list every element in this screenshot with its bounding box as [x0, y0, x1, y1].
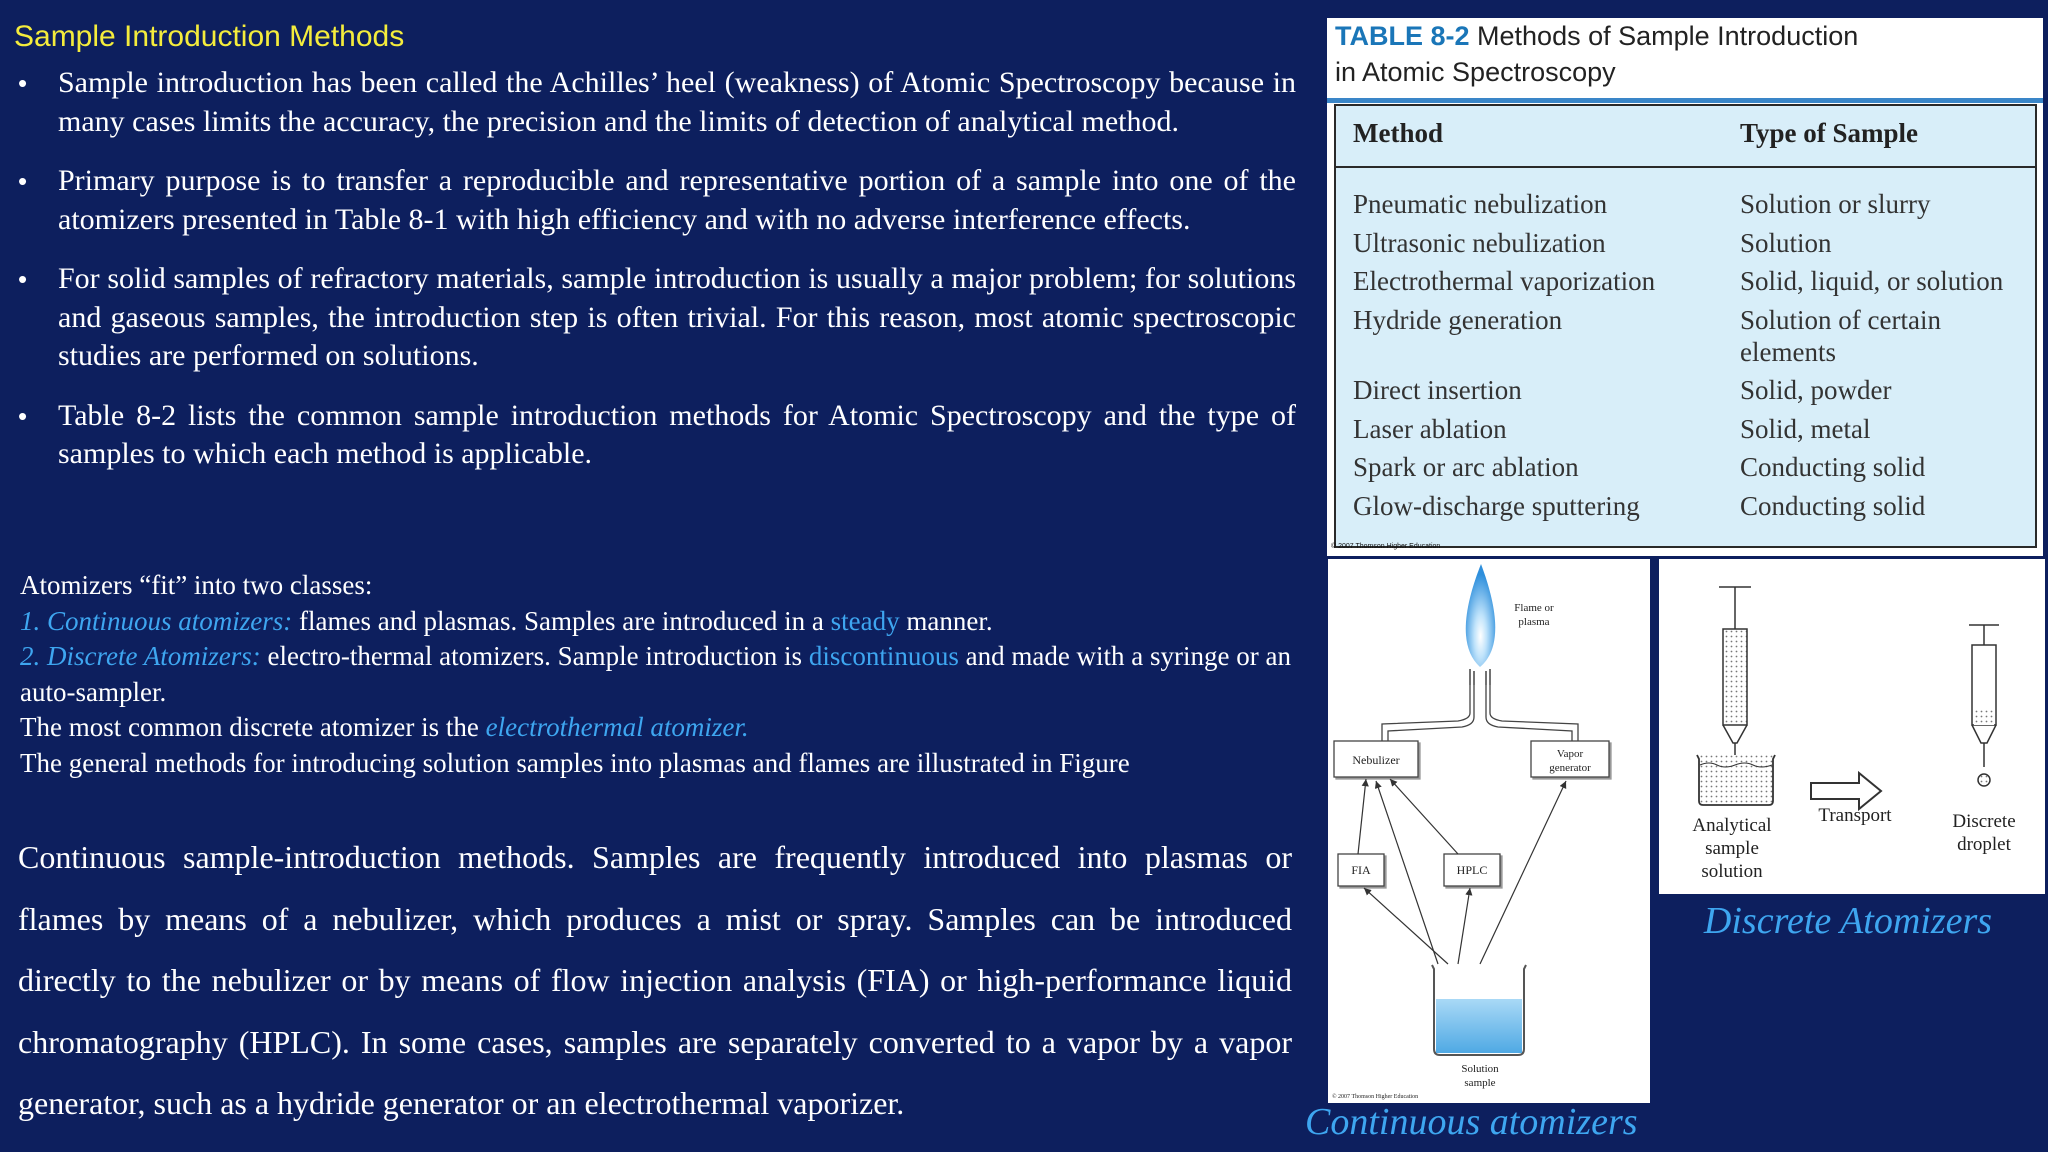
table-8-2 — [1327, 18, 2043, 556]
method-cell: Glow-discharge sputtering — [1353, 490, 1640, 521]
analytical-label-b: sample — [1705, 838, 1759, 859]
beaker-liquid — [1436, 999, 1522, 1053]
continuous-text-end: manner. — [899, 605, 993, 636]
discrete-diagram — [1659, 559, 2045, 894]
header-divider — [1336, 166, 2035, 168]
flame-label-a: Flame or — [1514, 602, 1554, 614]
table-title — [1335, 18, 1858, 90]
continuous-text: flames and plasmas. Samples are introduced in a — [292, 605, 831, 636]
common-highlight: electrothermal atomizer. — [485, 712, 749, 742]
discrete-text: electro-thermal atomizers. Sample introduction is — [260, 641, 809, 671]
discrete-label: 2. Discrete Atomizers: — [20, 641, 261, 671]
continuous-highlight: steady — [830, 605, 900, 636]
vapor-label-a: Vapor — [1556, 748, 1584, 760]
discrete-label-a: Discrete — [1952, 811, 2016, 832]
type-cell: Solution — [1740, 227, 1832, 258]
header-method: Method — [1353, 118, 1443, 148]
discrete-line — [20, 639, 1310, 710]
method-cell: Direct insertion — [1353, 375, 1522, 405]
table-row — [1336, 265, 2035, 297]
flame-icon — [1466, 564, 1495, 667]
bullet-item: • Table 8-2 lists the common sample introduction methods for Atomic Spectroscopy and the type of samples to which each method is applicable. — [18, 397, 1296, 474]
caption-discrete: Discrete Atomizers — [1703, 900, 1993, 942]
continuous-methods-paragraph: Continuous sample-introduction methods. Samples are frequently introduced into plasmas or flames by means of a nebulizer, which produces a mist or spray. Samples can be introduced directly to the nebulizer or by means of flow injection analysis (FIA) or high-performance liquid chromatography (HPLC). In some cases, samples are separately converted to a vapor by a vapor generator, such as a hydride generator or an electrothermal vaporizer. — [18, 839, 1292, 1121]
table-row — [1336, 227, 2035, 259]
bullet-list — [18, 64, 1296, 495]
method-cell: Spark or arc ablation — [1353, 452, 1579, 482]
table-row — [1336, 304, 2035, 368]
continuous-label: 1. Continuous atomizers: — [20, 605, 293, 636]
table-row — [1336, 374, 2035, 406]
torch-tube — [1470, 669, 1490, 685]
bullet-item: • For solid samples of refractory materials, sample introduction is usually a major problem; for solutions and gaseous samples, the introduction step is often trivial. For this reason, most atomic spectroscopic studies are performed on solutions. — [18, 260, 1296, 376]
method-cell: Laser ablation — [1353, 413, 1507, 444]
table-row — [1336, 188, 2035, 220]
solution-label-b: sample — [1464, 1077, 1496, 1089]
syringe-left — [1719, 587, 1751, 771]
method-cell: Hydride generation — [1353, 304, 1563, 335]
table-row — [1336, 413, 2035, 445]
table-rows — [1336, 188, 2035, 528]
discrete-text-end: and made with a syringe or an auto-sampler. — [20, 641, 1291, 707]
slide-title: Sample Introduction Methods — [14, 20, 405, 53]
continuous-diagram-svg — [1328, 559, 1650, 1103]
header-type: Type of Sample — [1740, 118, 1919, 148]
analytical-label-a: Analytical — [1692, 815, 1772, 836]
solution-label-a: Solution — [1461, 1063, 1499, 1075]
type-cell: Conducting solid — [1740, 452, 1926, 482]
method-cell: Pneumatic nebulization — [1353, 189, 1608, 219]
table-body — [1334, 104, 2037, 548]
discrete-highlight: discontinuous — [808, 641, 959, 671]
table-title-b: in Atomic Spectroscopy — [1335, 57, 1616, 87]
atomizer-intro: Atomizers “fit” into two classes: — [20, 570, 373, 600]
fia-label: FIA — [1351, 863, 1371, 877]
bullet-item: • Sample introduction has been called the Achilles’ heel (weakness) of Atomic Spectroscopy because in many cases limits the accuracy, the precision and the limits of detection of analytical method. — [18, 64, 1296, 141]
atomizer-classes — [20, 568, 1310, 781]
method-cell: Electrothermal vaporization — [1353, 266, 1656, 296]
type-cell: Solid, powder — [1740, 375, 1892, 405]
table-credit: © 2007 Thomson Higher Education — [1331, 543, 1441, 550]
transport-label: Transport — [1818, 805, 1892, 826]
table-title-a: Methods of Sample Introduction — [1477, 21, 1859, 51]
type-cell: Solution of certain elements — [1740, 304, 1941, 367]
discrete-label-b: droplet — [1957, 834, 2011, 855]
type-cell: Conducting solid — [1740, 490, 1926, 521]
table-rule — [1327, 98, 2043, 103]
vapor-label-b: generator — [1549, 762, 1591, 774]
table-row — [1336, 490, 2035, 522]
transport-arrow-icon — [1811, 773, 1881, 809]
hplc-label: HPLC — [1456, 863, 1488, 877]
flame-label-b: plasma — [1518, 616, 1550, 628]
analytical-label-c: solution — [1701, 861, 1763, 882]
common-text: The most common discrete atomizer is the — [20, 712, 486, 742]
type-cell: Solid, liquid, or solution — [1740, 266, 2004, 296]
nebulizer-label: Nebulizer — [1352, 753, 1400, 767]
syringe-right — [1969, 625, 1999, 786]
common-atomizer-line — [20, 710, 1310, 746]
figure-credit: © 2007 Thomson Higher Education — [1332, 1094, 1419, 1100]
caption-continuous: Continuous atomizers — [1305, 1101, 1638, 1143]
droplet-icon — [1978, 774, 1990, 786]
discrete-diagram-svg — [1659, 559, 2045, 894]
type-cell: Solution or slurry — [1740, 189, 1931, 219]
table-number: TABLE 8-2 — [1335, 21, 1470, 51]
table-row — [1336, 451, 2035, 483]
continuous-line — [20, 604, 1310, 640]
continuous-diagram — [1328, 559, 1650, 1103]
manifold-tubes — [1382, 685, 1578, 741]
bullet-item: • Primary purpose is to transfer a reproducible and representative portion of a sample into one of the atomizers presented in Table 8-1 with high efficiency and with no adverse interference effects. — [18, 162, 1296, 239]
type-cell: Solid, metal — [1740, 413, 1871, 444]
method-cell: Ultrasonic nebulization — [1353, 227, 1606, 258]
general-methods-line: The general methods for introducing solution samples into plasmas and flames are illustrated in Figure — [20, 747, 1130, 778]
